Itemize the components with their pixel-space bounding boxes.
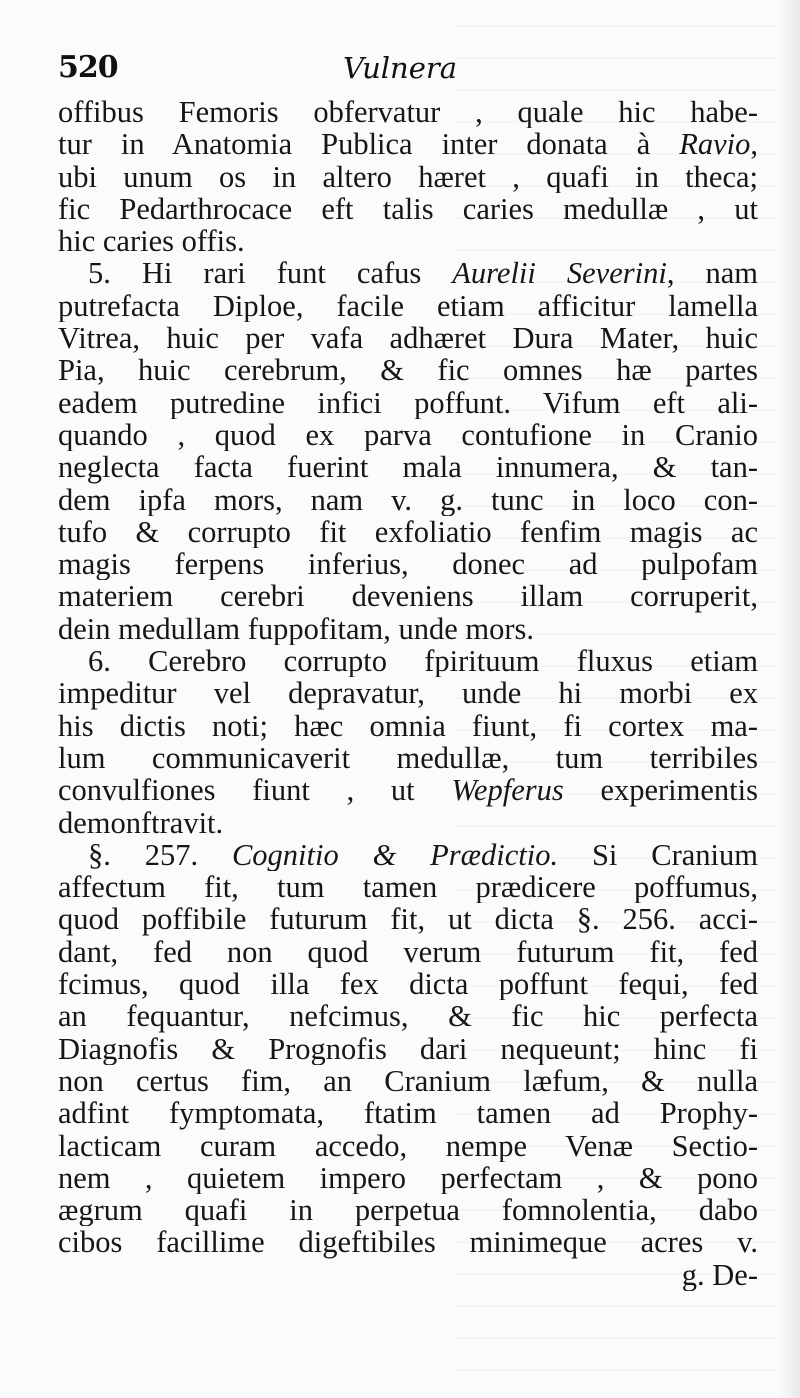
page-header [58,40,758,96]
text-line: convulfiones fiunt , ut Wepferus experimentis [58,774,758,807]
text-line: Vitrea, huic per vafa adhæret Dura Mater, huic [58,322,758,355]
text-line: cibos facillime digeftibiles minimeque acres v. [58,1226,758,1259]
page-edge-shadow [778,0,800,1398]
text-line: offibus Femoris obfervatur , quale hic habe- [58,96,758,129]
body-text [58,96,758,1291]
text-line: 6. Cerebro corrupto fpirituum fluxus etiam [88,645,758,678]
text-line: ubi unum os in altero hæret , quafi in theca; [58,160,758,193]
text-line: tur in Anatomia Publica inter donata à Ravio, [58,128,758,161]
running-head: Vulnera [343,51,458,85]
text-line: lum communicaverit medullæ, tum terribiles [58,741,758,775]
catchword: g. De- [681,1258,758,1291]
text-line: eadem putredine infici poffunt. Vifum eft ali- [58,386,758,419]
text-line: dem ipfa mors, nam v. g. tunc in loco con- [58,483,758,516]
text-line: impeditur vel depravatur, unde hi morbi ex [58,677,758,710]
text-line: fic Pedarthrocace eft talis caries medullæ , ut [58,192,758,226]
text-line: materiem cerebri deveniens illam corruperit, [58,580,758,613]
text-line: demonftravit. [58,806,224,839]
text-line: lacticam curam accedo, nempe Venæ Sectio- [58,1129,758,1162]
text-line: an fequantur, nefcimus, & fic hic perfecta [58,1000,758,1033]
text-line: neglecta facta fuerint mala innumera, & tan- [58,451,758,484]
text-line: ægrum quafi in perpetua fomnolentia, dabo [58,1194,758,1227]
text-line: Pia, huic cerebrum, & fic omnes hæ partes [58,354,758,387]
text-line: quando , quod ex parva contufione in Cranio [58,418,758,452]
text-line: affectum fit, tum tamen prædicere poffumus, [58,871,758,904]
text-line: 5. Hi rari funt cafus Aurelii Severini, nam [88,257,758,290]
text-line: non certus fim, an Cranium læfum, & nulla [58,1064,758,1098]
text-line: nem , quietem impero perfectam , & pono [58,1161,758,1195]
text-line: hic caries offis. [58,225,245,258]
page-number: 520 [58,50,118,85]
text-line: quod poffibile futurum fit, ut dicta §. 256. acci- [58,903,758,936]
text-line: fcimus, quod illa fex dicta poffunt fequi, fed [58,968,758,1001]
text-line: tufo & corrupto fit exfoliatio fenfim magis ac [58,515,758,549]
text-line: putrefacta Diploe, facile etiam afficitur lamella [58,289,758,323]
text-line: dant, fed non quod verum futurum fit, fed [58,935,758,969]
text-line: magis ferpens inferius, donec ad pulpofam [58,548,758,581]
text-line: adfint fymptomata, ftatim tamen ad Prophy- [58,1097,758,1130]
section-heading-line: §. 257. Cognitio & Prædictio. Si Cranium [88,838,758,872]
text-line: his dictis noti; hæc omnia fiunt, fi cortex ma- [58,709,758,742]
text-line: dein medullam fuppofitam, unde mors. [58,612,535,646]
text-line: Diagnofis & Prognofis dari nequeunt; hinc fi [58,1032,758,1065]
